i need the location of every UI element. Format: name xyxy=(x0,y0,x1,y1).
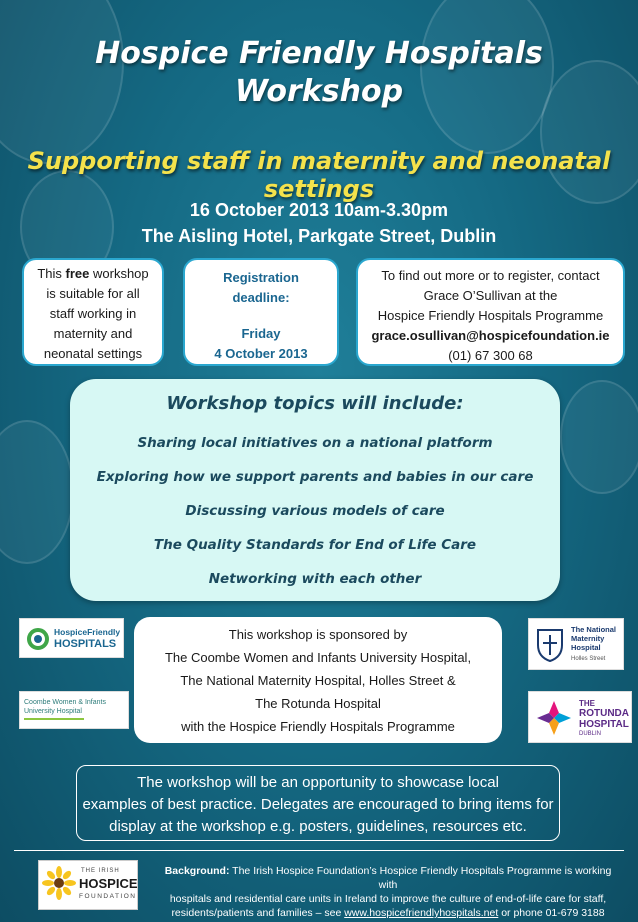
website-link[interactable]: www.hospicefriendlyhospitals.net xyxy=(344,907,499,919)
free-text: This xyxy=(37,266,66,281)
event-venue: The Aisling Hotel, Parkgate Street, Dublin xyxy=(141,226,497,246)
nmh-logo-text: Hospital xyxy=(571,643,601,652)
hospice-friendly-hospitals-logo xyxy=(19,618,124,658)
crest-icon xyxy=(535,627,565,663)
decorative-bubble xyxy=(0,420,74,564)
rotunda-logo-text: THE xyxy=(579,699,595,708)
registration-label: Registration xyxy=(223,270,299,285)
closing-text: The workshop will be an opportunity to showcase local xyxy=(137,774,499,791)
free-word: free xyxy=(65,266,90,281)
background-text: hospitals and residential care units in Ireland to improve the culture of end-of-life care for staff, xyxy=(169,893,607,905)
contact-text: Hospice Friendly Hospitals Programme xyxy=(377,308,604,323)
contact-box xyxy=(356,258,625,366)
contact-phone[interactable]: (01) 67 300 68 xyxy=(448,348,533,363)
topic-item: Networking with each other xyxy=(208,571,422,587)
sponsor-text: with the Hospice Friendly Hospitals Programme xyxy=(181,719,455,734)
registration-day: Friday xyxy=(241,326,281,341)
free-workshop-box xyxy=(22,258,164,366)
nmh-logo-text: Maternity xyxy=(571,634,605,643)
decorative-bubble xyxy=(560,380,638,494)
background-text: The Irish Hospice Foundation’s Hospice Friendly Hospitals Programme is working with xyxy=(229,865,612,891)
event-date: 16 October 2013 10am-3.30pm xyxy=(189,200,449,220)
rotunda-star-icon xyxy=(535,699,573,737)
topic-item: Exploring how we support parents and babies in our care xyxy=(96,469,534,485)
ihf-logo-text: THE IRISH xyxy=(81,868,120,874)
free-text: workshop xyxy=(89,266,149,281)
hfh-logo-text: HospiceFriendly xyxy=(54,627,121,637)
page-title-line1: Hospice Friendly Hospitals xyxy=(95,36,543,71)
registration-label: deadline: xyxy=(232,290,290,305)
sponsor-text: The Coombe Women and Infants University Hospital, xyxy=(164,650,472,665)
topic-item: The Quality Standards for End of Life Care xyxy=(153,537,477,553)
rotunda-logo-text: HOSPITAL xyxy=(579,719,629,730)
workshop-topics-panel xyxy=(70,379,560,601)
irish-hospice-foundation-logo xyxy=(38,860,138,910)
coombe-logo-stripe xyxy=(24,718,84,720)
free-text: staff working in xyxy=(49,306,137,321)
page-title-line2: Workshop xyxy=(234,74,404,109)
background-text: or phone 01-679 3188 xyxy=(498,907,605,919)
nmh-logo-text: The National xyxy=(571,625,617,634)
contact-email[interactable]: grace.osullivan@hospicefoundation.ie xyxy=(371,328,610,343)
rotunda-logo-text: DUBLIN xyxy=(579,731,602,737)
coombe-hospital-logo xyxy=(19,691,129,729)
registration-deadline-box xyxy=(183,258,339,366)
ihf-logo-text: FOUNDATION xyxy=(79,893,137,900)
hfh-logo-text: HOSPITALS xyxy=(54,638,117,650)
topic-item: Sharing local initiatives on a national platform xyxy=(137,435,493,451)
sunflower-icon xyxy=(42,866,76,906)
contact-text: Grace O’Sullivan at the xyxy=(423,288,558,303)
footer-divider xyxy=(14,850,624,851)
ihf-logo-text: HOSPICE xyxy=(79,876,138,891)
nmh-logo-text: Holles Street xyxy=(571,656,606,662)
rotunda-hospital-logo xyxy=(528,691,632,743)
national-maternity-hospital-logo xyxy=(528,618,624,670)
free-text: is suitable for all xyxy=(46,286,140,301)
free-text: neonatal settings xyxy=(43,346,143,361)
closing-text: display at the workshop e.g. posters, guidelines, resources etc. xyxy=(109,818,527,835)
closing-text: examples of best practice. Delegates are encouraged to bring items for xyxy=(82,796,554,813)
background-text: residents/patients and families – see xyxy=(171,907,345,919)
hfh-ring-icon xyxy=(26,627,50,651)
sponsor-panel xyxy=(134,617,502,743)
topic-item: Discussing various models of care xyxy=(185,503,445,519)
closing-note xyxy=(76,765,560,841)
background-label: Background: xyxy=(164,865,230,877)
registration-date: 4 October 2013 xyxy=(214,346,308,361)
contact-text: To find out more or to register, contact xyxy=(381,268,600,283)
page-subtitle: Supporting staff in maternity and neonatal settings xyxy=(27,147,611,203)
background-info xyxy=(160,864,616,920)
free-text: maternity and xyxy=(53,326,133,341)
sponsor-text: The Rotunda Hospital xyxy=(255,696,381,711)
coombe-logo-text: Coombe Women & Infants University Hospital xyxy=(24,699,106,715)
topics-heading: Workshop topics will include: xyxy=(166,393,464,414)
rotunda-logo-text: ROTUNDA xyxy=(579,708,629,719)
sponsor-text: The National Maternity Hospital, Holles Street & xyxy=(180,673,456,688)
sponsor-text: This workshop is sponsored by xyxy=(228,627,408,642)
